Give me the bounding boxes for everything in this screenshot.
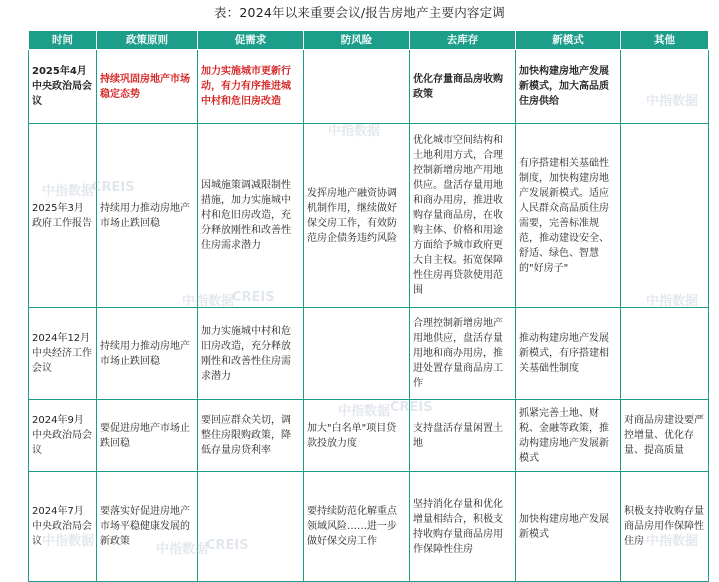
cell-principle: 要促进房地产市场止跌回稳 <box>97 400 198 472</box>
watermark-text: 中指数据 <box>182 294 235 309</box>
table-row <box>29 400 709 472</box>
cell-demand: 因城施策调减限制性措施，加力实施城中村和危旧房改造，充分释放刚性和改善性住房需求潜力 <box>198 124 304 308</box>
header-new-model: 新模式 <box>516 31 621 50</box>
header-principle: 政策原则 <box>97 31 198 50</box>
cell-demand: 要回应群众关切，调整住房限购政策，降低存量房贷利率 <box>198 400 304 472</box>
cell-other: 对商品房建设要严控增量、优化存量、提高质量 <box>621 400 709 472</box>
cell-destock: 支持盘活存量闲置土地 <box>410 400 516 472</box>
cell-other <box>621 50 709 124</box>
demand-red-text: 有力有序推进城中村和危旧房改造 <box>201 81 291 107</box>
cell-new-model: 推动构建房地产发展新模式，有序搭建相关基础性制度 <box>516 308 621 400</box>
table-row <box>29 50 709 124</box>
watermark-text: 中指数据 <box>156 542 209 557</box>
cell-destock: 合理控制新增房地产用地供应，盘活存量用地和商办用房，推进处置存量商品房工作 <box>410 308 516 400</box>
watermark-text: 中指数据 <box>42 184 95 199</box>
watermark-text: 中指数据 <box>646 94 699 109</box>
cell-time: 2025年4月中央政治局会议 <box>29 50 97 124</box>
cell-new-model: 抓紧完善土地、财税、金融等政策，推动构建房地产发展新模式 <box>516 400 621 472</box>
cell-destock: 优化城市空间结构和土地利用方式，合理控制新增房地产用地供应。盘活存量用地和商办用房，推进收购存量商品房，在收购主体、价格和用途方面给予城市政府更大自主权。拓宽保障性住房再贷款使用范围 <box>410 124 516 308</box>
watermark-text: 中指数据 <box>42 534 95 549</box>
cell-other: 积极支持收购存量商品房用作保障性住房 <box>621 472 709 582</box>
header-destock: 去库存 <box>410 31 516 50</box>
cell-risk <box>304 308 410 400</box>
cell-other <box>621 124 709 308</box>
table-row <box>29 124 709 308</box>
cell-principle: 要落实好促进房地产市场平稳健康发展的新政策 <box>97 472 198 582</box>
header-other: 其他 <box>621 31 709 50</box>
cell-time: 2024年9月中央政治局会议 <box>29 400 97 472</box>
cell-destock: 优化存量商品房收购政策 <box>410 50 516 124</box>
cell-demand: 加力实施城中村和危旧房改造，充分释放刚性和改善性住房需求潜力 <box>198 308 304 400</box>
cell-principle: 持续用力推动房地产市场止跌回稳 <box>97 124 198 308</box>
table-row <box>29 308 709 400</box>
cell-principle: 持续巩固房地产市场稳定态势 <box>97 50 198 124</box>
cell-new-model: 有序搭建相关基础性制度，加快构建房地产发展新模式。适应人民群众高品质住房需要，完善标准规范，推动建设安全、舒适、绿色、智慧的"好房子" <box>516 124 621 308</box>
watermark-text: 中指数据 <box>646 294 699 309</box>
watermark-text: CREIS <box>390 400 433 415</box>
cell-new-model: 加快构建房地产发展新模式 <box>516 472 621 582</box>
cell-risk: 加大"白名单"项目贷款投放力度 <box>304 400 410 472</box>
header-demand: 促需求 <box>198 31 304 50</box>
watermark-text: CREIS <box>92 180 135 195</box>
watermark-text: 中指数据 <box>338 404 391 419</box>
watermark-text: CREIS <box>232 290 275 305</box>
table-title: 表：2024年以来重要会议/报告房地产主要内容定调 <box>213 5 506 20</box>
policy-table <box>28 30 709 582</box>
cell-other <box>621 308 709 400</box>
demand-bold-text: 加力实施城市更新行动， <box>201 66 291 92</box>
header-row <box>29 31 709 50</box>
header-risk: 防风险 <box>304 31 410 50</box>
watermark-text: 中指数据 <box>328 124 381 139</box>
cell-principle: 持续用力推动房地产市场止跌回稳 <box>97 308 198 400</box>
cell-demand <box>198 472 304 582</box>
header-time: 时间 <box>29 31 97 50</box>
cell-risk: 发挥房地产融资协调机制作用，继续做好保交房工作，有效防范房企债务违约风险 <box>304 124 410 308</box>
cell-time: 2024年7月中央政治局会议 <box>29 472 97 582</box>
cell-destock: 坚持消化存量和优化增量相结合，积极支持收购存量商品房用作保障性住房 <box>410 472 516 582</box>
cell-risk: 要持续防范化解重点领域风险……进一步做好保交房工作 <box>304 472 410 582</box>
cell-time: 2025年3月政府工作报告 <box>29 124 97 308</box>
cell-risk <box>304 50 410 124</box>
watermark-text: 中指数据 <box>646 534 699 549</box>
cell-demand <box>198 50 304 124</box>
cell-new-model: 加快构建房地产发展新模式，加大高品质住房供给 <box>516 50 621 124</box>
table-row <box>29 472 709 582</box>
cell-time: 2024年12月中央经济工作会议 <box>29 308 97 400</box>
watermark-text: CREIS <box>206 538 249 553</box>
